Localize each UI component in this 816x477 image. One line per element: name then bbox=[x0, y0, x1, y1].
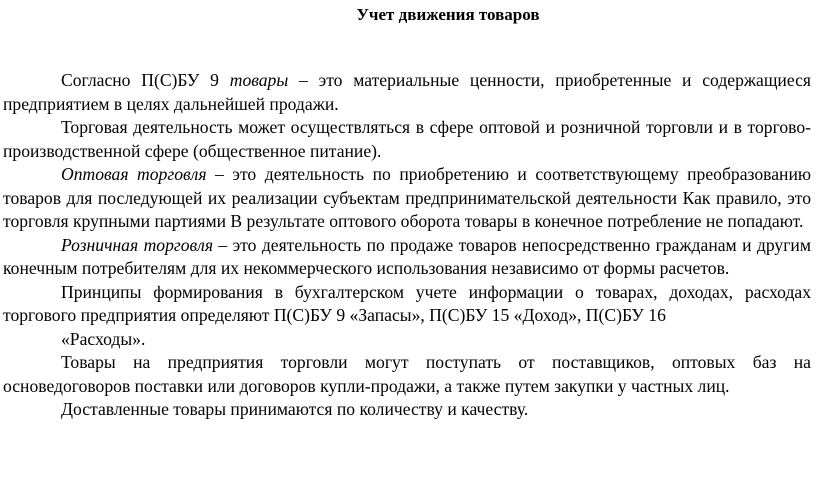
paragraph-text: Доставленные товары принимаются по количеству и качеству. bbox=[61, 399, 529, 419]
document-body bbox=[3, 69, 811, 422]
document-title: Учет движения товаров bbox=[356, 5, 540, 24]
emphasis-term: Оптовая торговля bbox=[61, 164, 207, 184]
paragraph-text: Торговая деятельность может осуществляться в сфере оптовой и розничной торговли и в торгово-производственной сфере (общественное питание). bbox=[3, 117, 811, 161]
paragraph-text: – это деятельность по приобретению и соответствующему преобразованию товаров для последующей их реализации субъектам предпринимательской деятельности Как правило, это торговля крупными партиями В результате оптового оборота товары в конечное потребление не попадают. bbox=[3, 164, 812, 231]
paragraph-trade-activity bbox=[3, 116, 811, 163]
paragraph-text: – это деятельность по продаже товаров непосредственно гражданам и другим конечным потребителям для их некоммерческого использования независимо от формы расчетов. bbox=[3, 234, 811, 278]
paragraph-text: Принципы формирования в бухгалтерском учете информации о товарах, доходах, расходах торгового предприятия определяют П(С)БУ 9 «Запасы», П(С)БУ 15 «Доход», П(С)БУ 16 bbox=[3, 281, 811, 325]
paragraph-principles bbox=[3, 281, 811, 328]
paragraph-text: «Расходы». bbox=[61, 328, 146, 349]
paragraph-goods-definition bbox=[3, 69, 811, 116]
paragraph-text: Согласно П(С)БУ 9 bbox=[61, 70, 230, 90]
paragraph-acceptance bbox=[3, 398, 811, 422]
emphasis-term: Розничная торговля bbox=[61, 234, 214, 255]
paragraph-text: – это материальные ценности, приобретенные и содержащиеся предприятием в целях дальнейшей продажи. bbox=[3, 70, 811, 114]
emphasis-term: товары bbox=[229, 70, 289, 90]
paragraph-text: Товары на предприятия торговли могут поступать от поставщиков, оптовых баз на основедоговоров поставки или договоров купли-продажи, а также путем закупки у частных лиц. bbox=[3, 352, 811, 396]
paragraph-retail bbox=[3, 234, 811, 281]
paragraph-supply bbox=[3, 351, 811, 398]
paragraph-principles-continuation bbox=[3, 328, 811, 352]
paragraph-wholesale bbox=[3, 163, 811, 234]
